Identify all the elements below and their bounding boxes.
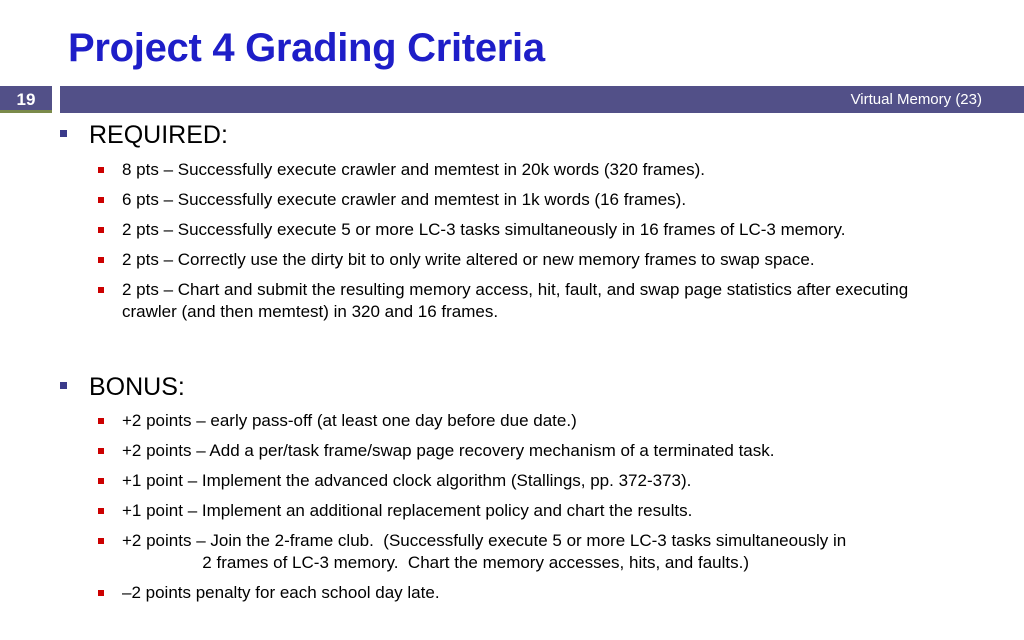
list-item-text: 8 pts – Successfully execute crawler and memtest in 20k words (320 frames). xyxy=(122,160,705,179)
bullet-square-icon xyxy=(98,538,104,544)
list-item xyxy=(98,249,998,271)
section-heading-bonus xyxy=(60,373,185,402)
bullet-square-icon xyxy=(98,287,104,293)
bullet-square-icon xyxy=(98,197,104,203)
list-item-text: +1 point – Implement the advanced clock algorithm (Stallings, pp. 372-373). xyxy=(122,471,692,490)
list-item xyxy=(98,279,918,323)
bullet-square-icon xyxy=(60,130,67,137)
list-item xyxy=(98,410,998,432)
list-item-text: 2 pts – Chart and submit the resulting memory access, hit, fault, and swap page statistics after executing crawler (and then memtest) in 320 and 16 frames. xyxy=(122,280,913,321)
list-item xyxy=(98,500,998,522)
list-item xyxy=(98,440,998,462)
list-item-text: –2 points penalty for each school day late. xyxy=(122,583,440,602)
list-item-text: 2 pts – Successfully execute 5 or more LC-3 tasks simultaneously in 16 frames of LC-3 memory. xyxy=(122,220,846,239)
list-item-text: 2 pts – Correctly use the dirty bit to only write altered or new memory frames to swap space. xyxy=(122,250,815,269)
list-item-text: +2 points – Add a per/task frame/swap page recovery mechanism of a terminated task. xyxy=(122,441,775,460)
bullet-square-icon xyxy=(98,478,104,484)
slide-title: Project 4 Grading Criteria xyxy=(68,26,545,70)
bullet-square-icon xyxy=(60,382,67,389)
bullet-square-icon xyxy=(98,590,104,596)
bullet-square-icon xyxy=(98,257,104,263)
list-item-text: +2 points – Join the 2-frame club. (Successfully execute 5 or more LC-3 tasks simultaneously in 2 frames of LC-3 memory. Chart the memory accesses, hits, and faults.) xyxy=(122,531,847,572)
slide-number: 19 xyxy=(0,86,52,113)
header-band xyxy=(60,86,1024,113)
list-item xyxy=(98,219,998,241)
footer-label: Virtual Memory (23) xyxy=(850,91,982,108)
list-item xyxy=(98,582,998,604)
list-item xyxy=(98,189,998,211)
list-item xyxy=(98,470,998,492)
section-heading-required xyxy=(60,121,228,150)
list-item xyxy=(98,159,998,181)
list-item-text: +2 points – early pass-off (at least one day before due date.) xyxy=(122,411,577,430)
section-heading-text: BONUS: xyxy=(89,373,185,401)
bullet-square-icon xyxy=(98,448,104,454)
bullet-square-icon xyxy=(98,227,104,233)
bullet-square-icon xyxy=(98,167,104,173)
list-item-text: +1 point – Implement an additional replacement policy and chart the results. xyxy=(122,501,693,520)
bullet-square-icon xyxy=(98,508,104,514)
list-item-text: 6 pts – Successfully execute crawler and memtest in 1k words (16 frames). xyxy=(122,190,687,209)
section-heading-text: REQUIRED: xyxy=(89,121,228,149)
list-item xyxy=(98,530,998,574)
bullet-square-icon xyxy=(98,418,104,424)
